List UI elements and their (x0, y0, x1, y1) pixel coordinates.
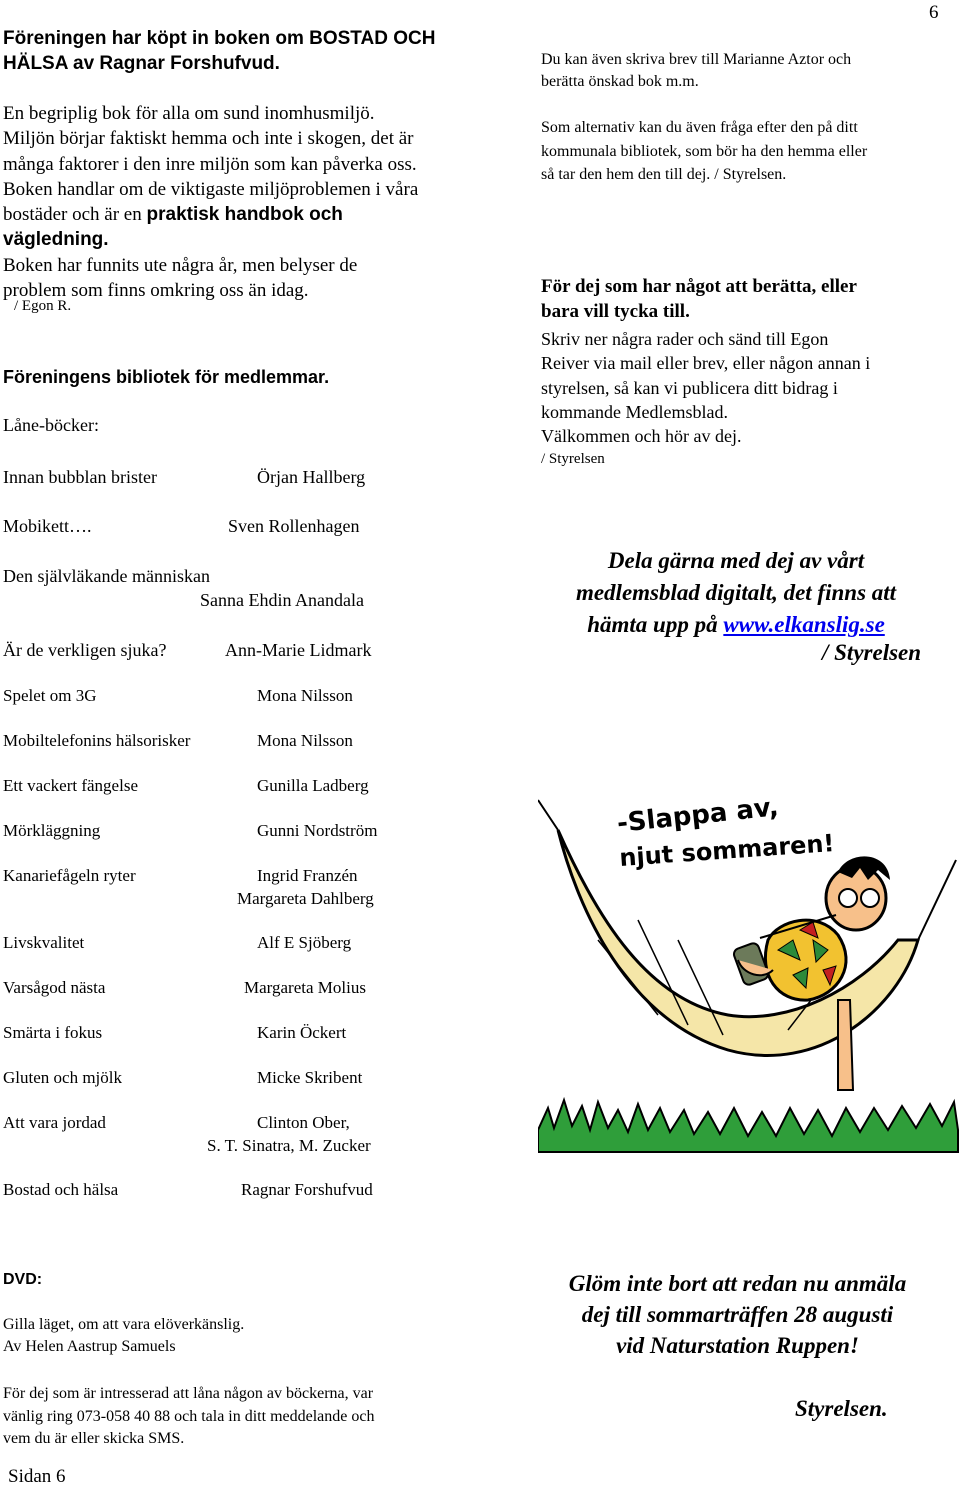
contribute-signature: / Styrelsen (541, 451, 605, 467)
contribute-line: styrelsen, så kan vi publicera ditt bidrag i (541, 377, 838, 398)
book-title: Mobiltelefonins hälsorisker (3, 731, 191, 750)
book-author: Alf E Sjöberg (257, 933, 352, 952)
book-author: Ingrid Franzén (257, 866, 358, 885)
share-line: medlemsblad digitalt, det finns att (575, 580, 897, 605)
reminder-signature: Styrelsen. (795, 1396, 888, 1421)
letter-line: Du kan även skriva brev till Marianne Aztor och (541, 51, 852, 68)
footer-page-label: Sidan 6 (8, 1466, 66, 1487)
book-author: Örjan Hallberg (257, 467, 366, 487)
book-title: Innan bubblan brister (3, 467, 157, 487)
book-author: Ragnar Forshufvud (241, 1180, 373, 1199)
book-author: Mona Nilsson (257, 686, 353, 705)
letter-line: berätta önskad bok m.m. (541, 72, 699, 90)
contribute-heading-line: För dej som har något att berätta, eller (541, 276, 857, 297)
contribute-line: Reiver via mail eller brev, eller någon annan i (541, 353, 871, 374)
library-alternative (541, 116, 867, 187)
library-line: Som alternativ kan du även fråga efter den på ditt (541, 119, 858, 136)
book-author: Margareta Molius (244, 978, 366, 997)
book-author: Gunni Nordström (257, 821, 378, 840)
page-number: 6 (929, 2, 939, 23)
cartoon-caption-line1: -Slappa av, (615, 792, 780, 839)
book-author: Karin Öckert (257, 1023, 347, 1042)
reminder-line: vid Naturstation Ruppen! (616, 1333, 859, 1358)
book-title: Smärta i fokus (3, 1023, 103, 1042)
book-text-line: vägledning. (3, 229, 109, 251)
library-line: så tar den hem den till dej. / Styrelsen. (541, 166, 787, 183)
hammock-cartoon (538, 790, 960, 1170)
contribute-line: kommande Medlemsblad. (541, 401, 728, 422)
contact-info (3, 1383, 374, 1451)
book-author: Gunilla Ladberg (257, 776, 369, 795)
book-title: Mobikett…. (3, 516, 92, 536)
contribute-body (541, 327, 870, 448)
book-heading-line2: HÄLSA av Ragnar Forshufvud. (3, 53, 280, 74)
letter-info (541, 49, 851, 92)
book-author: Sven Rollenhagen (228, 516, 360, 536)
book-text-line (3, 202, 483, 227)
contact-line: För dej som är intresserad att låna någon av böckerna, var (3, 1385, 374, 1402)
book-title: Ett vackert fängelse (3, 776, 138, 795)
share-signature: / Styrelsen (822, 640, 922, 665)
book-text-line: Miljön börjar faktiskt hemma och inte i skogen, det är (3, 128, 414, 150)
book-author: Micke Skribent (257, 1068, 363, 1087)
website-link[interactable]: www.elkanslig.se (723, 612, 885, 637)
book-description (3, 101, 483, 303)
book-author: Margareta Dahlberg (237, 889, 374, 908)
contribute-heading (541, 274, 857, 324)
book-title: Kanariefågeln ryter (3, 866, 136, 885)
book-text-line: En begriplig bok för alla om sund inomhusmiljö. (3, 103, 375, 124)
books-label: Låne-böcker: (3, 415, 99, 435)
book-author: Ann-Marie Lidmark (225, 640, 372, 660)
book-title: Den självläkande människan (3, 566, 210, 586)
book-title: Mörkläggning (3, 821, 101, 840)
library-heading: Föreningens bibliotek för medlemmar. (3, 367, 330, 387)
reminder-line: dej till sommarträffen 28 augusti (581, 1302, 894, 1327)
book-text-bold: praktisk handbok och (146, 204, 343, 226)
cartoon-caption-line2: njut sommaren! (618, 829, 836, 872)
contact-line: vem du är eller skicka SMS. (3, 1430, 185, 1447)
book-title: Gluten och mjölk (3, 1068, 122, 1087)
book-title: Livskvalitet (3, 933, 85, 952)
book-text-plain: bostäder och är en (3, 204, 147, 226)
grass-icon (538, 1100, 958, 1152)
contribute-heading-line: bara vill tycka till. (541, 301, 690, 322)
book-title: Att vara jordad (3, 1113, 106, 1132)
share-text: hämta upp på (587, 612, 724, 637)
book-author: Clinton Ober, (257, 1113, 350, 1132)
contact-line: vänlig ring 073-058 40 88 och tala in ditt meddelande och (3, 1407, 375, 1425)
reminder-line: Glöm inte bort att redan nu anmäla (568, 1271, 907, 1296)
book-title: Varsågod nästa (3, 978, 106, 997)
book-author: Sanna Ehdin Anandala (200, 590, 364, 610)
dvd-author: Av Helen Aastrup Samuels (3, 1338, 176, 1355)
book-text-line: många faktorer i den inre miljön som kan påverka oss. (3, 153, 417, 175)
book-title: Bostad och hälsa (3, 1180, 119, 1199)
summer-meeting-reminder (530, 1268, 945, 1361)
book-text-line: problem som finns omkring oss än idag. (3, 280, 309, 302)
contribute-line: Välkommen och hör av dej. (541, 426, 742, 447)
share-line (526, 609, 946, 641)
book-text-line: Boken handlar om de viktigaste miljöproblemen i våra (3, 178, 419, 200)
library-line: kommunala bibliotek, som bör ha den hemma eller (541, 142, 868, 160)
contribute-line: Skriv ner några rader och sänd till Egon (541, 329, 829, 349)
book-heading (3, 26, 435, 76)
book-title: Är de verkligen sjuka? (3, 640, 167, 660)
book-title: Spelet om 3G (3, 686, 97, 705)
share-message (526, 545, 946, 641)
book-text-line: Boken har funnits ute några år, men belyser de (3, 254, 358, 276)
share-line: Dela gärna med dej av vårt (607, 548, 865, 573)
book-heading-line1: Föreningen har köpt in boken om BOSTAD OCH (3, 28, 436, 49)
book-author: Mona Nilsson (257, 731, 353, 750)
article-signature: / Egon R. (14, 298, 72, 314)
dvd-title: Gilla läget, om att vara elöverkänslig. (3, 1316, 245, 1333)
book-author: S. T. Sinatra, M. Zucker (207, 1136, 371, 1155)
dvd-heading: DVD: (3, 1271, 43, 1288)
